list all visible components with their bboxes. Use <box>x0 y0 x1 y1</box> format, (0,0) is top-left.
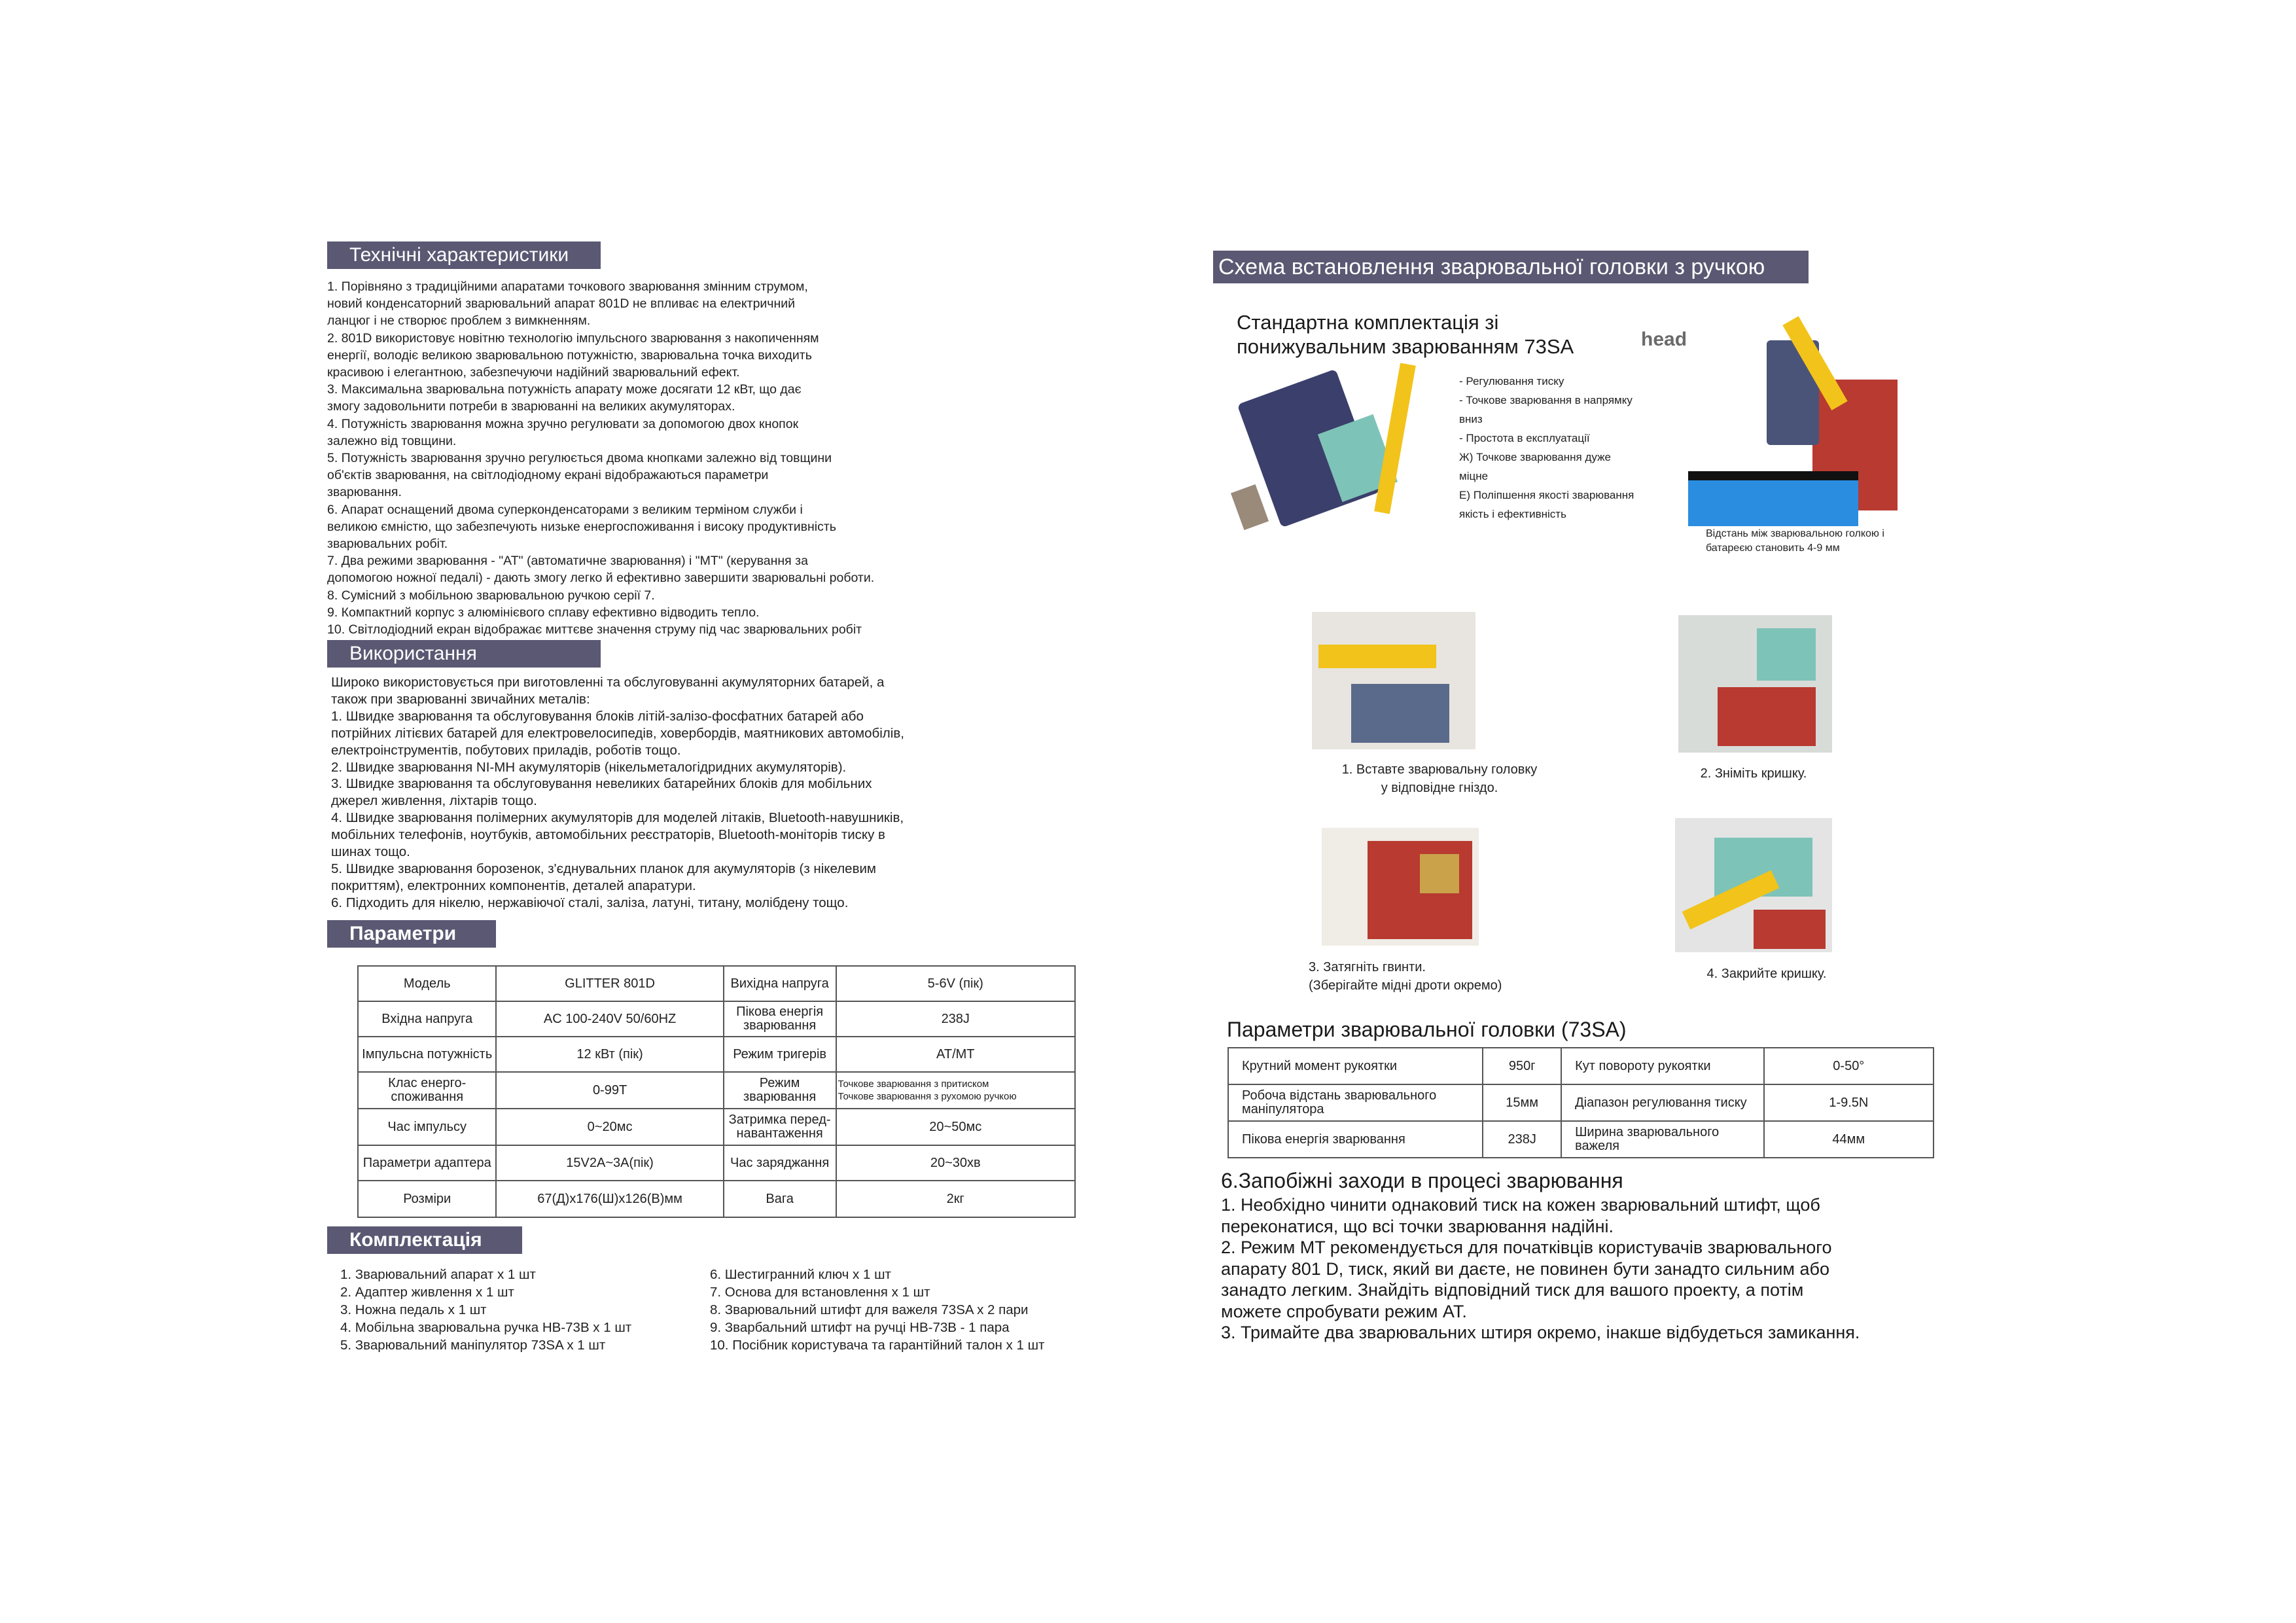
tech-line: 3. Максимальна зварювальна потужність апарату може досягати 12 кВт, що дає <box>327 382 802 397</box>
battery-pack <box>1688 471 1858 526</box>
usage-line: потрійних літієвих батарей для електровелосипедів, ховербордів, маятникових автомобілів, <box>331 725 904 741</box>
safety-line: апарату 801 D, тиск, який ви даєте, не повинен бути занадто сильним або <box>1221 1258 1829 1279</box>
table-cell: 12 кВт (пік) <box>496 1037 723 1072</box>
table-cell: 950г <box>1483 1048 1561 1084</box>
weld-mode-cell <box>836 1072 1075 1109</box>
table-cell: 15V2A~3A(пік) <box>496 1145 723 1181</box>
table-cell: Затримка перед-навантаження <box>724 1109 836 1145</box>
list-item: 7. Основа для встановлення х 1 шт <box>710 1285 930 1300</box>
table-row <box>358 1181 1075 1217</box>
table-row <box>358 966 1075 1001</box>
usage-line: 5. Швидке зварювання борозенок, з'єднувальних планок для акумуляторів (з нікелевим <box>331 861 877 876</box>
table-cell: 0~20мс <box>496 1109 723 1145</box>
tech-line: зварювання. <box>327 485 402 500</box>
feature-item: якість і ефективність <box>1459 508 1566 520</box>
feature-item: - Простота в експлуатації <box>1459 432 1590 444</box>
table-row <box>358 1072 1075 1109</box>
red-base <box>1754 910 1826 949</box>
feature-item: вниз <box>1459 413 1483 425</box>
tech-line: зварювальних робіт. <box>327 537 448 552</box>
list-item: 5. Зварювальний маніпулятор 73SA х 1 шт <box>340 1338 606 1353</box>
table-cell: Робоча відстань зварювального маніпулятора <box>1228 1084 1483 1121</box>
weld-mode-handle: Точкове зварювання з рухомою ручкою <box>838 1091 1017 1102</box>
caption-line: 1. Вставте зварювальну головку <box>1341 762 1538 777</box>
tech-header: Технічні характеристики <box>327 241 601 269</box>
list-item: 4. Мобільна зварювальна ручка HB-73B х 1 шт <box>340 1320 632 1335</box>
tech-line: великою ємністю, що забезпечують низьке енергоспоживання і високу продуктивність <box>327 519 836 534</box>
usage-text <box>331 674 904 912</box>
table-cell: GLITTER 801D <box>496 966 723 1001</box>
usage-line: 2. Швидке зварювання NI-MH акумуляторів (нікельметалогідридних акумуляторів). <box>331 759 847 775</box>
safety-line: переконатися, що всі точки зварювання надійні. <box>1221 1216 1614 1236</box>
list-item: 3. Ножна педаль х 1 шт <box>340 1302 487 1317</box>
tech-line: 4. Потужність зварювання можна зручно регулювати за допомогою двох кнопок <box>327 416 799 431</box>
kit-list-left <box>340 1266 631 1354</box>
params-table <box>357 965 1076 1218</box>
note-line: батареєю становить 4-9 мм <box>1706 543 1840 554</box>
weld-mode-press: Точкове зварювання з притиском <box>838 1079 989 1090</box>
table-row <box>1228 1084 1934 1121</box>
list-item: 8. Зварювальний штифт для важеля 73SA х 2 пари <box>710 1302 1029 1317</box>
table-cell: 238J <box>1483 1121 1561 1158</box>
table-cell: Пікова енергія зварювання <box>1228 1121 1483 1158</box>
feature-list <box>1459 372 1634 524</box>
table-cell: Імпульсна потужність <box>358 1037 496 1072</box>
scheme-subtitle <box>1237 310 1574 359</box>
usage-line: покриттям), електронних компонентів, деталей апаратури. <box>331 878 696 893</box>
table-row <box>1228 1121 1934 1158</box>
note-line: Відстань між зварювальною голкою і <box>1706 528 1884 539</box>
table-cell: 67(Д)x176(Ш)x126(В)мм <box>496 1181 723 1217</box>
table-cell: Крутний момент рукоятки <box>1228 1048 1483 1084</box>
table-row <box>358 1001 1075 1037</box>
tech-line: ланцюг і не створює проблем з вимкненням. <box>327 313 591 329</box>
distance-note <box>1706 527 1884 556</box>
step4-caption <box>1695 965 1839 983</box>
subtitle-line: Стандартна комплектація зі <box>1237 311 1499 334</box>
table-cell: Режим зварювання <box>724 1072 836 1109</box>
safety-line: можете спробувати режим AT. <box>1221 1301 1467 1321</box>
copper-pads <box>1420 854 1459 893</box>
tech-line: 2. 801D використовує новітню технологію імпульсного зварювання з накопиченням <box>327 330 819 346</box>
usage-line: також при зварюванні звичайних металів: <box>331 691 590 707</box>
table-cell: Параметри адаптера <box>358 1145 496 1181</box>
head-label: head <box>1641 329 1687 350</box>
tech-line: допомогою ножної педалі) - дають змогу легко й ефективно завершити зварювальні роботи. <box>327 571 875 586</box>
list-item: 2. Адаптер живлення х 1 шт <box>340 1285 514 1300</box>
usage-line: Широко використовується при виготовленні та обслуговуванні акумуляторних батарей, а <box>331 675 885 690</box>
feature-item: - Регулювання тиску <box>1459 375 1564 387</box>
tech-line: об'єктів зварювання, на світлодіодному екрані відображаються параметри <box>327 468 769 483</box>
table-cell: Кут повороту рукоятки <box>1561 1048 1764 1084</box>
caption-line: 2. Зніміть кришку. <box>1700 766 1807 781</box>
table-cell: AT/MT <box>836 1037 1075 1072</box>
usage-line: електроінструментів, побутових приладів, роботів тощо. <box>331 742 681 758</box>
red-base <box>1718 687 1816 746</box>
table-cell: Розміри <box>358 1181 496 1217</box>
subtitle-line: понижувальним зварюванням 73SA <box>1237 335 1574 358</box>
tech-line: 10. Світлодіодний екран відображає миттєве значення струму під час зварювальних робіт <box>327 622 862 637</box>
tech-line: красивою і елегантною, забезпечуючи надійний зварювальний ефект. <box>327 365 740 380</box>
kit-header: Комплектація <box>327 1226 522 1254</box>
feature-item: - Точкове зварювання в напрямку <box>1459 394 1633 406</box>
tech-line: 7. Два режими зварювання - "AT" (автоматичне зварювання) і "MT" (керування за <box>327 554 808 569</box>
usage-line: 3. Швидке зварювання та обслуговування невеликих батарейних блоків для мобільних <box>331 776 872 792</box>
tech-line: 8. Сумісний з мобільною зварювальною ручкою серії 7. <box>327 588 655 603</box>
usage-line: 6. Підходить для нікелю, нержавіючої сталі, заліза, латуні, титану, молібдену тощо. <box>331 895 849 910</box>
feature-item: міцне <box>1459 470 1489 482</box>
params-header: Параметри <box>327 920 496 948</box>
table-row <box>358 1109 1075 1145</box>
caption-line: 3. Затягніть гвинти. <box>1309 960 1426 974</box>
table-row <box>1228 1048 1934 1084</box>
caption-line: (Зберігайте мідні дроти окремо) <box>1309 978 1502 993</box>
step2-image <box>1678 615 1832 753</box>
tech-line: змогу задовольнити потреби в зварюванні на великих акумуляторах. <box>327 399 735 414</box>
step3-caption <box>1309 958 1502 995</box>
step2-caption <box>1688 764 1819 783</box>
usage-line: 1. Швидке зварювання та обслуговування блоків літій-залізо-фосфатних батарей або <box>331 708 864 724</box>
safety-line: занадто легким. Знайдіть відповідний тиск для вашого проекту, а потім <box>1221 1280 1804 1300</box>
table-cell: 5-6V (пік) <box>836 966 1075 1001</box>
list-item: 10. Посібник користувача та гарантійний талон х 1 шт <box>710 1338 1045 1353</box>
tech-line: 9. Компактний корпус з алюмінієвого сплаву ефективно відводить тепло. <box>327 605 760 620</box>
table-cell: Час заряджання <box>724 1145 836 1181</box>
tech-line: 6. Апарат оснащений двома суперконденсаторами з великим терміном служби і <box>327 502 803 517</box>
table-cell: Вхідна напруга <box>358 1001 496 1037</box>
step1-caption <box>1315 760 1564 797</box>
head-params-title: Параметри зварювальної головки (73SA) <box>1227 1018 1627 1041</box>
welding-pins <box>1231 484 1269 530</box>
table-cell: Режим тригерів <box>724 1037 836 1072</box>
table-cell: 238J <box>836 1001 1075 1037</box>
table-cell: 2кг <box>836 1181 1075 1217</box>
table-cell: 0-99T <box>496 1072 723 1109</box>
safety-title: 6.Запобіжні заходи в процесі зварювання <box>1221 1169 1623 1192</box>
step4-image <box>1675 818 1832 952</box>
safety-line: 1. Необхідно чинити однаковий тиск на кожен зварювальний штифт, щоб <box>1221 1195 1820 1215</box>
head-params-table <box>1227 1047 1934 1158</box>
table-cell: Вихідна напруга <box>724 966 836 1001</box>
tech-text <box>327 278 874 638</box>
table-cell: Діапазон регулювання тиску <box>1561 1084 1764 1121</box>
tech-line: 5. Потужність зварювання зручно регулюється двома кнопками залежно від товщини <box>327 451 832 466</box>
feature-item: Ж) Точкове зварювання дуже <box>1459 451 1611 463</box>
table-cell: 15мм <box>1483 1084 1561 1121</box>
usage-line: шинах тощо. <box>331 844 410 860</box>
mounted-welder-image <box>1682 314 1930 530</box>
step1-image <box>1312 612 1475 749</box>
table-cell: 1-9.5N <box>1764 1084 1934 1121</box>
table-cell: AC 100-240V 50/60HZ <box>496 1001 723 1037</box>
table-cell: 44мм <box>1764 1121 1934 1158</box>
table-cell: Модель <box>358 966 496 1001</box>
table-cell: 20~30хв <box>836 1145 1075 1181</box>
usage-header: Використання <box>327 640 601 668</box>
table-cell: Клас енерго-споживання <box>358 1072 496 1109</box>
device-block <box>1351 684 1449 743</box>
table-cell: Пікова енергія зварювання <box>724 1001 836 1037</box>
teal-cover <box>1757 628 1816 681</box>
usage-line: джерел живлення, ліхтарів тощо. <box>331 793 537 809</box>
table-cell: 0-50° <box>1764 1048 1934 1084</box>
kit-list-right <box>710 1266 1044 1354</box>
usage-line: 4. Швидке зварювання полімерних акумуляторів для моделей літаків, Bluetooth-навушників, <box>331 810 904 826</box>
safety-line: 3. Тримайте два зварювальних штиря окремо, інакше відбудеться замикання. <box>1221 1323 1860 1342</box>
table-cell: Вага <box>724 1181 836 1217</box>
safety-text <box>1221 1194 1860 1344</box>
scheme-header: Схема встановлення зварювальної головки з ручкою <box>1213 251 1809 283</box>
step3-image <box>1322 828 1479 946</box>
list-item: 6. Шестигранний ключ х 1 шт <box>710 1267 891 1282</box>
usage-line: мобільних телефонів, ноутбуків, автомобільних реєстраторів, Bluetooth-моніторів тиску в <box>331 827 885 843</box>
table-row <box>358 1037 1075 1072</box>
feature-item: Е) Поліпшення якості зварювання <box>1459 489 1634 501</box>
tech-line: новий конденсаторний зварювальний апарат 801D не впливає на електричний <box>327 296 796 312</box>
safety-line: 2. Режим MT рекомендується для початківців користувачів зварювального <box>1221 1238 1832 1257</box>
table-cell: Ширина зварювального важеля <box>1561 1121 1764 1158</box>
tech-line: залежно від товщини. <box>327 433 457 448</box>
list-item: 1. Зварювальний апарат х 1 шт <box>340 1267 536 1282</box>
table-cell: Час імпульсу <box>358 1109 496 1145</box>
caption-line: 4. Закрийте кришку. <box>1706 967 1827 981</box>
yellow-lever <box>1318 645 1436 668</box>
tech-line: 1. Порівняно з традиційними апаратами точкового зварювання змінним струмом, <box>327 279 808 294</box>
table-row <box>358 1145 1075 1181</box>
table-cell: 20~50мс <box>836 1109 1075 1145</box>
caption-line: у відповідне гніздо. <box>1381 781 1498 795</box>
tech-line: енергії, володіє великою зварювальною потужністю, зварювальна точка виходить <box>327 348 812 363</box>
welding-head-image <box>1230 363 1446 533</box>
list-item: 9. Зварбальний штифт на ручці HB-73B - 1 пара <box>710 1320 1010 1335</box>
